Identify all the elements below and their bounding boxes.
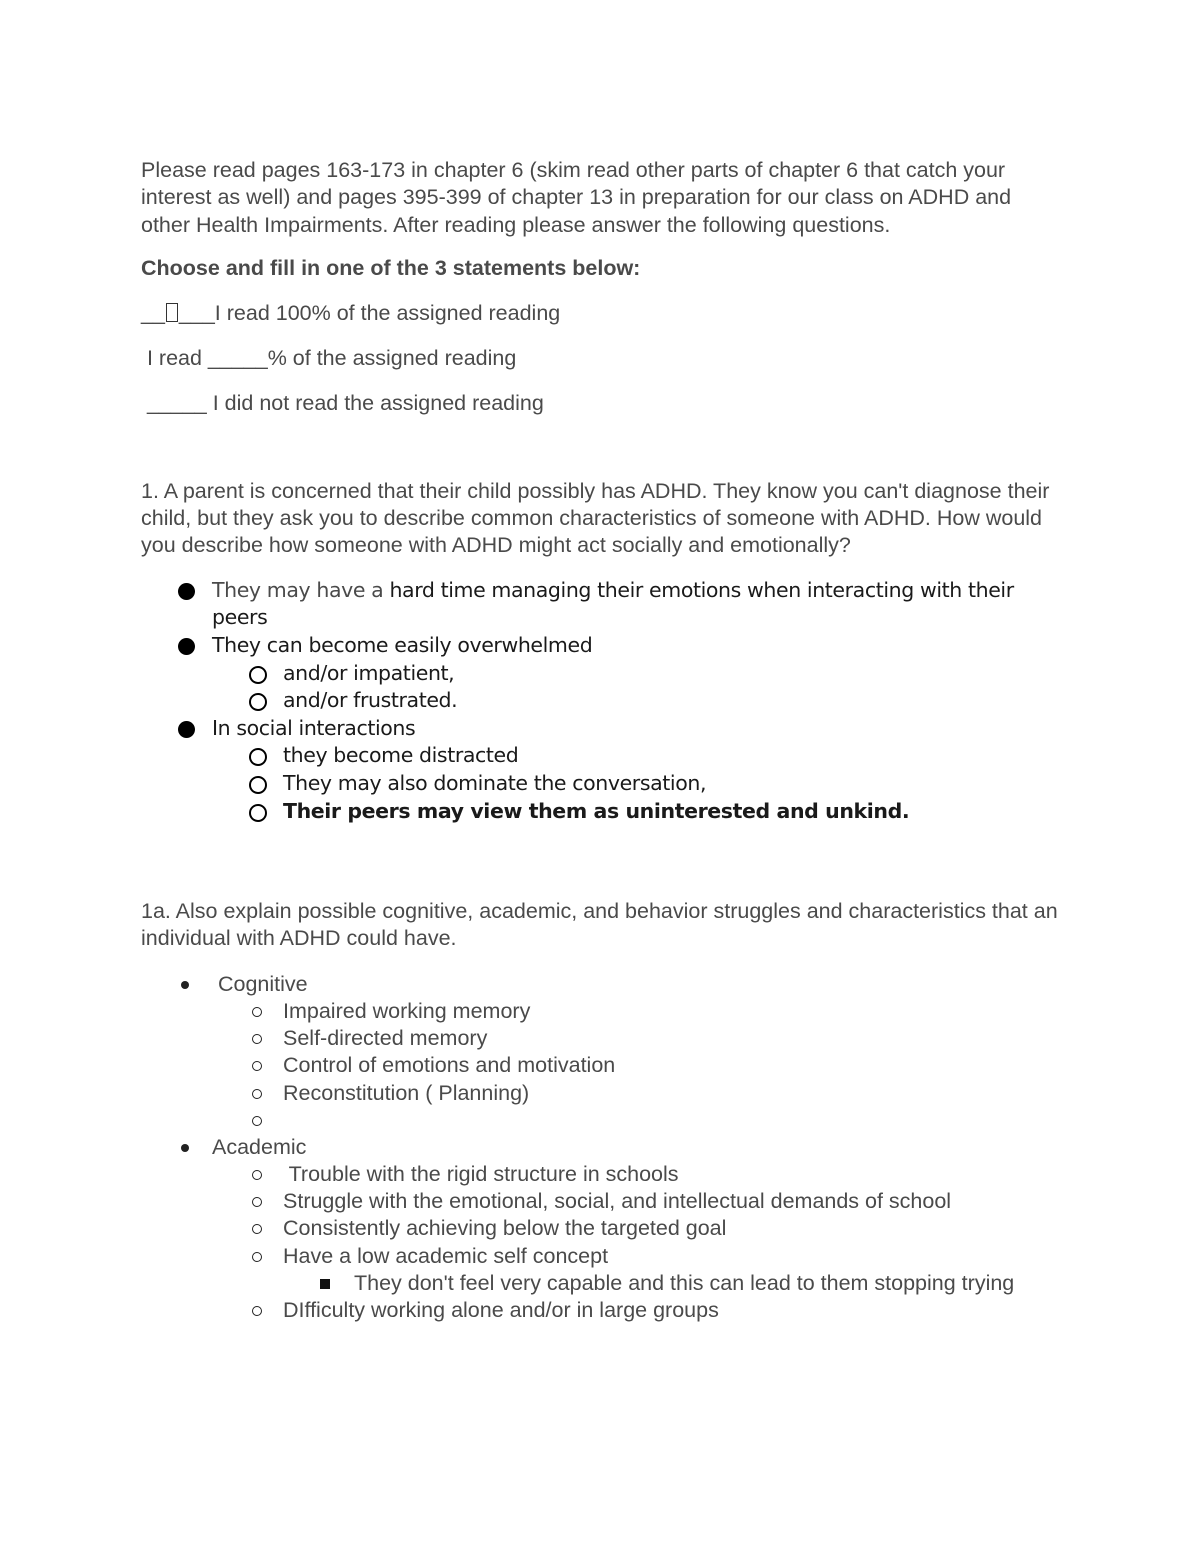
bullet-icon [181,1144,189,1152]
circle-bullet-icon [249,804,267,822]
circle-bullet-icon [252,1224,262,1234]
sub-item-text: they become distracted [283,743,519,768]
list-item [212,1161,1061,1188]
list-item [212,1025,1061,1052]
list-item [212,1297,1061,1324]
list-item [212,742,1062,770]
statement-not-read: _____ I did not read the assigned reading [141,390,544,415]
statement-prefix: __ [141,300,165,325]
bullet-icon [181,981,189,989]
sub-item-text: Struggle with the emotional, social, and intellectual demands of school [283,1189,952,1214]
list-item [212,1107,1061,1134]
choose-heading: Choose and fill in one of the 3 statements below: [141,255,641,280]
sub-list [212,998,1061,1134]
circle-bullet-icon [252,1089,262,1099]
sub-item-text: Trouble with the rigid structure in schools [283,1161,679,1186]
sub-item-text: Self-directed memory [283,1026,488,1051]
sub-sub-item-text: They don't feel very capable and this can lead to them stopping trying [354,1270,1015,1295]
circle-bullet-icon [249,666,267,684]
list-item [212,1052,1061,1079]
checkbox-icon [166,303,178,322]
circle-bullet-icon [252,1034,262,1044]
circle-bullet-icon [249,776,267,794]
list-item [212,660,1062,688]
sub-item-text: Their peers may view them as uninterested and unkind. [283,798,910,823]
sub-sub-list [283,1270,1061,1297]
category-label: Academic [212,1134,307,1159]
list-item [212,998,1061,1025]
statement-read-all [141,300,1061,327]
circle-bullet-icon [252,1116,262,1126]
bullet-icon [178,638,195,655]
bullet-icon [178,721,195,738]
sub-list [212,660,1062,715]
list-item [141,577,1062,632]
square-bullet-icon [320,1279,330,1289]
intro-paragraph: Please read pages 163-173 in chapter 6 (skim read other parts of chapter 6 that catch your interest as well) and pages 395-399 of chapter 13 in preparation for our class on ADHD and other Health Impairments. After reading please answer the following questions. [141,158,1012,237]
sub-item-text: They may also dominate the conversation, [283,770,707,795]
sub-item-text: Control of emotions and motivation [283,1053,616,1078]
list-item [212,1215,1061,1242]
answer-lead: They may have a [212,577,390,602]
sub-list [212,1161,1061,1324]
circle-bullet-icon [249,748,267,766]
sub-item-text: and/or impatient, [283,660,455,685]
list-item [212,798,1062,826]
circle-bullet-icon [252,1061,262,1071]
statement-read-all-text: ___I read 100% of the assigned reading [178,300,561,325]
answer-text: In social interactions [212,715,416,740]
bullet-icon [178,583,195,600]
list-item [212,1243,1061,1297]
question-1a-answer-list [141,971,1061,1324]
circle-bullet-icon [249,693,267,711]
circle-bullet-icon [252,1197,262,1207]
circle-bullet-icon [252,1252,262,1262]
circle-bullet-icon [252,1007,262,1017]
sub-item-text: Consistently achieving below the targeted goal [283,1216,727,1241]
list-item [212,687,1062,715]
list-item [141,715,1062,825]
list-item [212,770,1062,798]
answer-text: They can become easily overwhelmed [212,632,593,657]
document-page [141,157,1061,1324]
sub-item-text: DIfficulty working alone and/or in large groups [283,1297,719,1322]
answer-bold: hard time managing their emotions when interacting with their peers [212,577,1014,630]
sub-item-text: Reconstitution ( Planning) [283,1080,530,1105]
list-item [141,632,1062,715]
sub-item-text: Have a low academic self concept [283,1243,609,1268]
list-item [141,971,1061,1134]
list-item [141,1134,1061,1324]
question-1-answer-list [141,577,1061,825]
sub-list [212,742,1062,825]
list-item [212,1080,1061,1107]
sub-item-text: Impaired working memory [283,998,531,1023]
list-item [283,1270,1054,1297]
circle-bullet-icon [252,1170,262,1180]
circle-bullet-icon [252,1306,262,1316]
statement-read-percent: I read _____% of the assigned reading [141,345,517,370]
list-item [212,1188,1061,1215]
sub-item-text: and/or frustrated. [283,688,458,713]
question-1: 1. A parent is concerned that their child possibly has ADHD. They know you can't diagnose their child, but they ask you to describe common characteristics of someone with ADHD. How would you describe how someone with ADHD might act socially and emotionally? [141,478,1050,558]
category-label: Cognitive [212,971,308,996]
question-1a: 1a. Also explain possible cognitive, academic, and behavior struggles and characteristics that an individual with ADHD could have. [141,899,1058,951]
